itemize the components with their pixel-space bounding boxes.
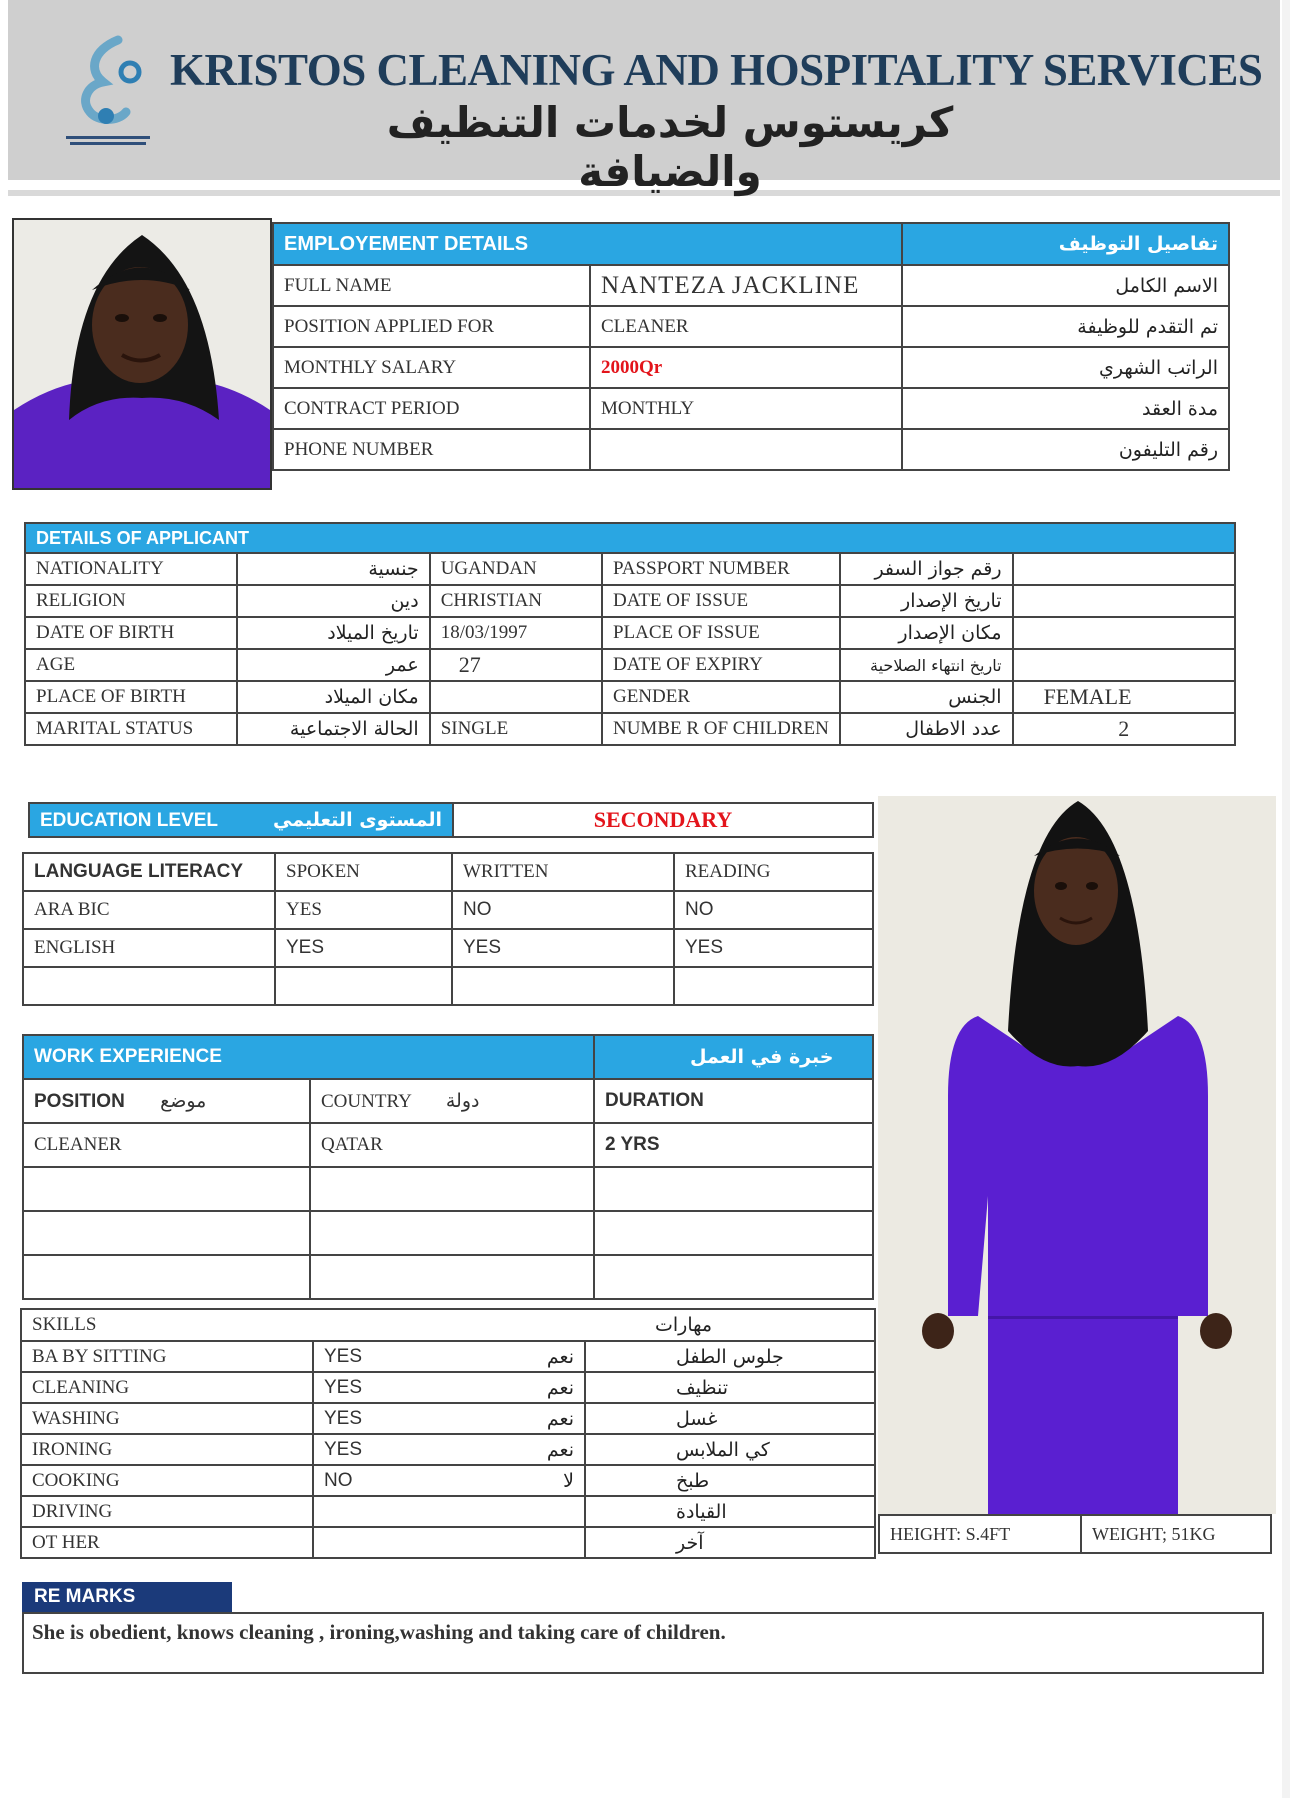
marital-status-value: SINGLE [430, 713, 602, 745]
work-header-position [23, 1079, 310, 1123]
applicant-full-body-photo [878, 796, 1276, 1514]
work-title-en: WORK EXPERIENCE [23, 1035, 594, 1079]
applicant-label: PASSPORT NUMBER [602, 553, 840, 585]
language-name [23, 967, 275, 1005]
page-right-edge [1282, 0, 1290, 1798]
weight-value: WEIGHT; 51KG [1081, 1515, 1271, 1553]
skill-name: WASHING [21, 1403, 313, 1434]
work-header-en: POSITION [34, 1090, 125, 1112]
skill-name: IRONING [21, 1434, 313, 1465]
applicant-label-ar: تاريخ الميلاد [237, 617, 429, 649]
education-label [29, 803, 453, 837]
skill-answer-ar: نعم [484, 1434, 585, 1465]
skill-answer-ar: نعم [484, 1403, 585, 1434]
applicant-label: NUMBE R OF CHILDREN [602, 713, 840, 745]
gender-value: FEMALE [1013, 681, 1235, 713]
field-label-ar: الاسم الكامل [902, 265, 1229, 306]
skill-name: COOKING [21, 1465, 313, 1496]
skill-name-ar: القيادة [585, 1496, 875, 1527]
language-cell [674, 967, 873, 1005]
nationality-value: UGANDAN [430, 553, 602, 585]
applicant-label: DATE OF ISSUE [602, 585, 840, 617]
contract-value: MONTHLY [590, 388, 902, 429]
place-of-issue-value [1013, 617, 1235, 649]
work-cell [594, 1255, 873, 1299]
work-header-ar: موضع [160, 1089, 207, 1112]
applicant-title: DETAILS OF APPLICANT [25, 523, 1235, 553]
place-of-birth-value [430, 681, 602, 713]
company-logo [58, 30, 158, 150]
education-label-ar: المستوى التعليمي [272, 808, 442, 831]
passport-value [1013, 553, 1235, 585]
field-label-ar: الراتب الشهري [902, 347, 1229, 388]
work-cell: CLEANER [23, 1123, 310, 1167]
field-label: PHONE NUMBER [273, 429, 590, 470]
skills-table [20, 1308, 876, 1559]
education-value: SECONDARY [453, 803, 873, 837]
language-cell: NO [452, 891, 674, 929]
employment-details-table [272, 222, 1230, 471]
language-header: READING [674, 853, 873, 891]
skill-answer-ar: نعم [484, 1341, 585, 1372]
language-cell: YES [275, 891, 452, 929]
salary-value: 2000Qr [590, 347, 902, 388]
applicant-label-ar: الحالة الاجتماعية [237, 713, 429, 745]
dob-value: 18/03/1997 [430, 617, 602, 649]
applicant-label-ar: تاريخ انتهاء الصلاحية [840, 649, 1012, 681]
field-label: CONTRACT PERIOD [273, 388, 590, 429]
children-value: 2 [1013, 713, 1235, 745]
phone-value [590, 429, 902, 470]
applicant-label-ar: جنسية [237, 553, 429, 585]
education-label-en: EDUCATION LEVEL [40, 809, 218, 831]
date-of-issue-value [1013, 585, 1235, 617]
skill-name-ar: غسل [585, 1403, 875, 1434]
work-header-duration: DURATION [594, 1079, 873, 1123]
remarks-title: RE MARKS [22, 1582, 232, 1612]
field-label: FULL NAME [273, 265, 590, 306]
height-value: HEIGHT: S.4FT [879, 1515, 1081, 1553]
field-label-ar: مدة العقد [902, 388, 1229, 429]
language-header: WRITTEN [452, 853, 674, 891]
skill-answer: YES [313, 1341, 484, 1372]
applicant-headshot-photo [12, 218, 272, 490]
remarks-text: She is obedient, knows cleaning , ironing,washing and taking care of children. [22, 1612, 1264, 1674]
work-title-ar: خبرة في العمل [594, 1035, 873, 1079]
employment-title-en: EMPLOYEMENT DETAILS [273, 223, 902, 265]
applicant-details-table [24, 522, 1236, 746]
skill-answer [313, 1496, 484, 1527]
work-header-en: COUNTRY [321, 1090, 412, 1112]
full-name-value: NANTEZA JACKLINE [590, 265, 902, 306]
language-cell [275, 967, 452, 1005]
field-label: POSITION APPLIED FOR [273, 306, 590, 347]
applicant-label: MARITAL STATUS [25, 713, 237, 745]
field-label: MONTHLY SALARY [273, 347, 590, 388]
applicant-label-ar: مكان الإصدار [840, 617, 1012, 649]
applicant-label-ar: مكان الميلاد [237, 681, 429, 713]
work-cell [310, 1167, 594, 1211]
skill-answer-ar [484, 1496, 585, 1527]
work-experience-table [22, 1034, 874, 1300]
applicant-label: PLACE OF BIRTH [25, 681, 237, 713]
skill-answer [313, 1527, 484, 1558]
work-cell [594, 1167, 873, 1211]
work-cell [23, 1167, 310, 1211]
skill-answer-ar: لا [484, 1465, 585, 1496]
language-name: ARA BIC [23, 891, 275, 929]
field-label-ar: رقم التليفون [902, 429, 1229, 470]
work-header-ar: دولة [445, 1089, 480, 1112]
applicant-label-ar: عدد الاطفال [840, 713, 1012, 745]
work-cell: 2 YRS [594, 1123, 873, 1167]
language-cell: YES [275, 929, 452, 967]
skill-answer-ar [484, 1527, 585, 1558]
age-value: 27 [430, 649, 602, 681]
language-cell: NO [674, 891, 873, 929]
language-cell [452, 967, 674, 1005]
skill-name-ar: تنظيف [585, 1372, 875, 1403]
work-cell [310, 1211, 594, 1255]
skills-title-en: SKILLS [21, 1309, 585, 1341]
language-name: ENGLISH [23, 929, 275, 967]
work-cell [594, 1211, 873, 1255]
applicant-label-ar: دين [237, 585, 429, 617]
skill-answer: YES [313, 1403, 484, 1434]
applicant-label-ar: الجنس [840, 681, 1012, 713]
language-cell: YES [452, 929, 674, 967]
work-header-country [310, 1079, 594, 1123]
field-label-ar: تم التقدم للوظيفة [902, 306, 1229, 347]
skill-answer-ar: نعم [484, 1372, 585, 1403]
language-header: LANGUAGE LITERACY [23, 853, 275, 891]
applicant-label: DATE OF BIRTH [25, 617, 237, 649]
education-level-table [28, 802, 874, 838]
company-name-en: KRISTOS CLEANING AND HOSPITALITY SERVICES [170, 45, 1263, 95]
skill-answer: NO [313, 1465, 484, 1496]
language-header: SPOKEN [275, 853, 452, 891]
date-of-expiry-value [1013, 649, 1235, 681]
work-cell [23, 1255, 310, 1299]
company-name-ar: كريستوس لخدمات التنظيف والضيافة [386, 98, 954, 196]
religion-value: CHRISTIAN [430, 585, 602, 617]
applicant-label: PLACE OF ISSUE [602, 617, 840, 649]
skill-name-ar: جلوس الطفل [585, 1341, 875, 1372]
applicant-label: NATIONALITY [25, 553, 237, 585]
applicant-label-ar: رقم جواز السفر [840, 553, 1012, 585]
applicant-label: AGE [25, 649, 237, 681]
skill-name: DRIVING [21, 1496, 313, 1527]
skill-name: OT HER [21, 1527, 313, 1558]
skill-name-ar: آخر [585, 1527, 875, 1558]
measurements-table [878, 1514, 1272, 1554]
language-literacy-table [22, 852, 874, 1006]
skill-name-ar: طبخ [585, 1465, 875, 1496]
applicant-label: DATE OF EXPIRY [602, 649, 840, 681]
skills-title-ar: مهارات [585, 1309, 875, 1341]
applicant-label-ar: تاريخ الإصدار [840, 585, 1012, 617]
skill-answer: YES [313, 1372, 484, 1403]
work-cell [310, 1255, 594, 1299]
skill-name: CLEANING [21, 1372, 313, 1403]
skill-name-ar: كي الملابس [585, 1434, 875, 1465]
applicant-label-ar: عمر [237, 649, 429, 681]
applicant-label: GENDER [602, 681, 840, 713]
position-value: CLEANER [590, 306, 902, 347]
employment-title-ar: تفاصيل التوظيف [902, 223, 1229, 265]
applicant-label: RELIGION [25, 585, 237, 617]
skill-answer: YES [313, 1434, 484, 1465]
work-cell: QATAR [310, 1123, 594, 1167]
language-cell: YES [674, 929, 873, 967]
work-cell [23, 1211, 310, 1255]
skill-name: BA BY SITTING [21, 1341, 313, 1372]
